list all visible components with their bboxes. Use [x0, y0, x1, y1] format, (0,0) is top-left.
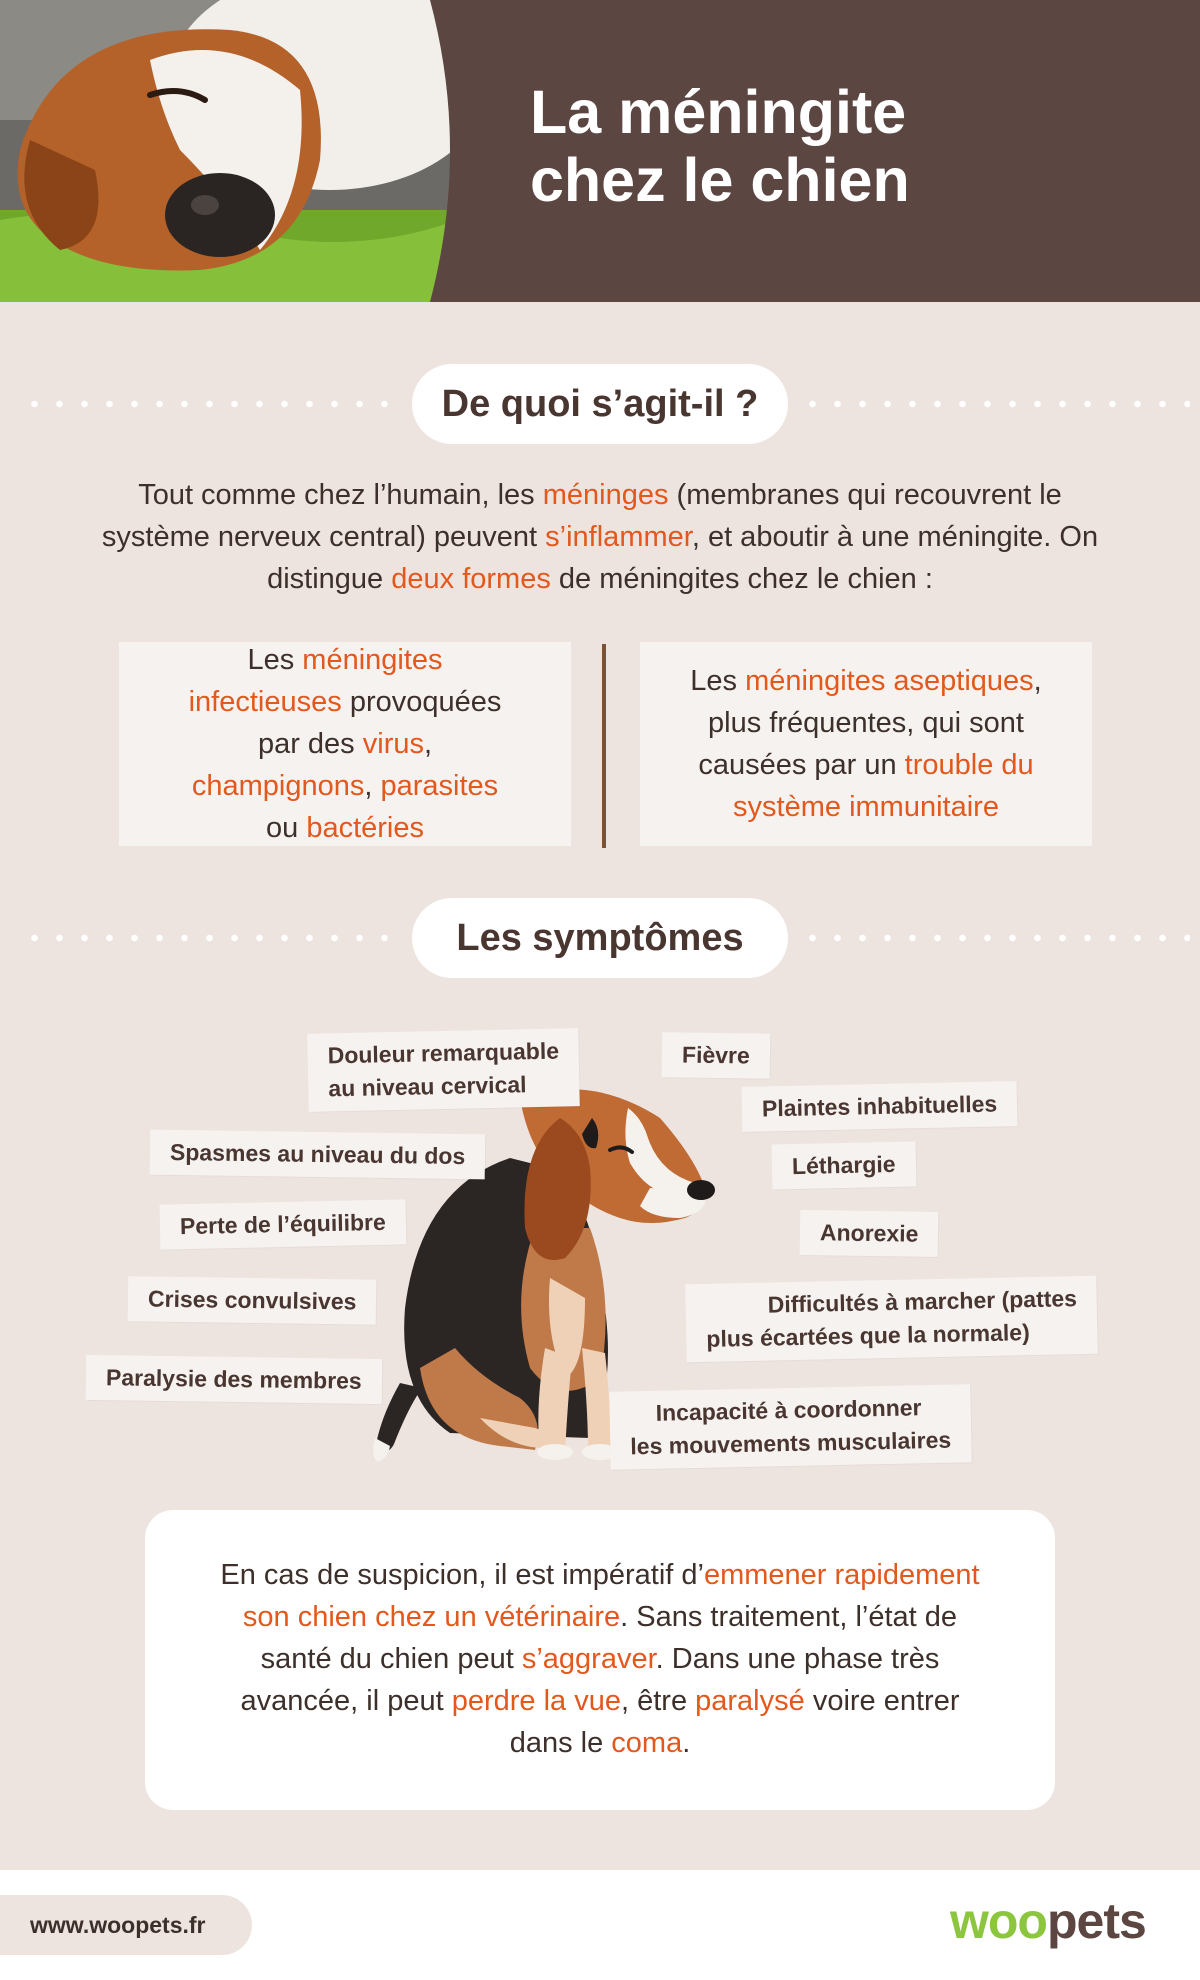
symptom-tag-fievre: Fièvre: [662, 1032, 770, 1079]
symptom-marcher-line-1: Difficultés à marcher (pattes: [767, 1285, 1078, 1318]
page-title: [530, 78, 910, 214]
highlight-text: perdre la vue: [451, 1685, 621, 1717]
sleeping-beagle-photo: [0, 0, 470, 302]
body-text: voire entrer dans le: [509, 1685, 960, 1759]
section-heading-definition: De quoi s’agit-il ?: [412, 364, 788, 444]
symptom-coordination-line-2: les mouvements musculaires: [630, 1426, 952, 1460]
aseptic-form-text: [676, 660, 1056, 828]
highlight-text: méningites aseptiques: [745, 665, 1034, 697]
body-text: ,: [364, 770, 381, 802]
logo-pets: pets: [1046, 1893, 1146, 1949]
dotted-divider-right: [800, 400, 1190, 408]
body-text: de méningites chez le chien :: [550, 563, 933, 595]
body-text: (membranes qui recouvrent le système nerveux central) peuvent: [101, 479, 1062, 553]
symptom-tag-crises: Crises convulsives: [128, 1276, 377, 1324]
title-line-2: chez le chien: [530, 146, 910, 214]
body-text: , et aboutir à une méningite. On distingue: [267, 521, 1099, 595]
body-text: , être: [620, 1685, 696, 1717]
symptom-tag-plaintes: Plaintes inhabituelles: [742, 1081, 1018, 1132]
dotted-divider-right: [800, 934, 1190, 942]
highlight-text: champignons: [191, 770, 365, 802]
symptom-tag-equilibre: Perte de l’équilibre: [160, 1199, 407, 1249]
body-text: provoquées par des: [257, 686, 502, 760]
symptom-tag-douleur: [307, 1028, 580, 1112]
symptom-tag-marcher: [685, 1276, 1098, 1363]
symptom-tag-spasmes: Spasmes au niveau du dos: [150, 1130, 486, 1180]
title-line-1: La méningite: [530, 78, 907, 146]
infectious-form-text: [180, 639, 510, 849]
symptom-marcher-line-2: plus écartées que la normale): [706, 1319, 1030, 1352]
highlight-text: s’inflammer: [545, 521, 692, 553]
section-heading-symptoms: Les symptômes: [412, 898, 788, 978]
highlight-text: virus: [362, 728, 424, 760]
body-text: En cas de suspicion, il est impératif d’: [220, 1559, 704, 1591]
symptom-tag-anorexie: Anorexie: [800, 1210, 939, 1257]
highlight-text: emmener rapidement son chien chez un vétérinaire: [242, 1559, 980, 1633]
logo-woo: woo: [950, 1893, 1047, 1949]
body-text: .: [682, 1727, 691, 1759]
body-text: ,: [423, 728, 433, 760]
highlight-text: s’aggraver: [521, 1643, 656, 1675]
website-link[interactable]: www.woopets.fr: [0, 1895, 252, 1955]
warning-text: [220, 1554, 980, 1764]
body-text: Tout comme chez l’humain, les: [138, 479, 543, 511]
body-text: . Sans traitement, l’état de santé du chien peut: [260, 1601, 958, 1675]
symptom-coordination-line-1: Incapacité à coordonner: [655, 1394, 922, 1426]
dotted-divider-left: [22, 400, 400, 408]
body-text: , plus fréquentes, qui sont causées par un: [698, 665, 1042, 781]
section-definition-header: [0, 364, 1200, 444]
symptom-tag-paralysie: Paralysie des membres: [86, 1355, 382, 1404]
symptom-douleur-line-1: Douleur remarquable: [327, 1037, 560, 1069]
body-text: Les: [690, 665, 746, 697]
body-text: Les: [247, 644, 303, 676]
section-symptoms-header: [0, 898, 1200, 978]
highlight-text: parasites: [380, 770, 499, 802]
symptom-tag-coordination: [609, 1384, 971, 1470]
highlight-text: paralysé: [695, 1685, 805, 1717]
aseptic-form-box: [640, 642, 1092, 846]
body-text: . Dans une phase très avancée, il peut: [240, 1643, 940, 1717]
body-text: ou: [266, 812, 307, 844]
highlight-text: méningites infectieuses: [188, 644, 443, 718]
symptom-douleur-line-2: au niveau cervical: [328, 1071, 527, 1102]
highlight-text: trouble du système immunitaire: [733, 749, 1034, 823]
intro-paragraph: [100, 474, 1100, 600]
highlight-text: bactéries: [306, 812, 424, 844]
infectious-form-box: [119, 642, 571, 846]
highlight-text: méninges: [542, 479, 669, 511]
symptom-tag-lethargie: Léthargie: [772, 1142, 916, 1190]
woopets-logo[interactable]: [950, 1892, 1146, 1950]
warning-box: [145, 1510, 1055, 1810]
highlight-text: coma: [611, 1727, 683, 1759]
footer: [0, 1870, 1200, 1980]
header-banner: [0, 0, 1200, 302]
vertical-divider: [602, 644, 606, 848]
highlight-text: deux formes: [391, 563, 551, 595]
dotted-divider-left: [22, 934, 400, 942]
